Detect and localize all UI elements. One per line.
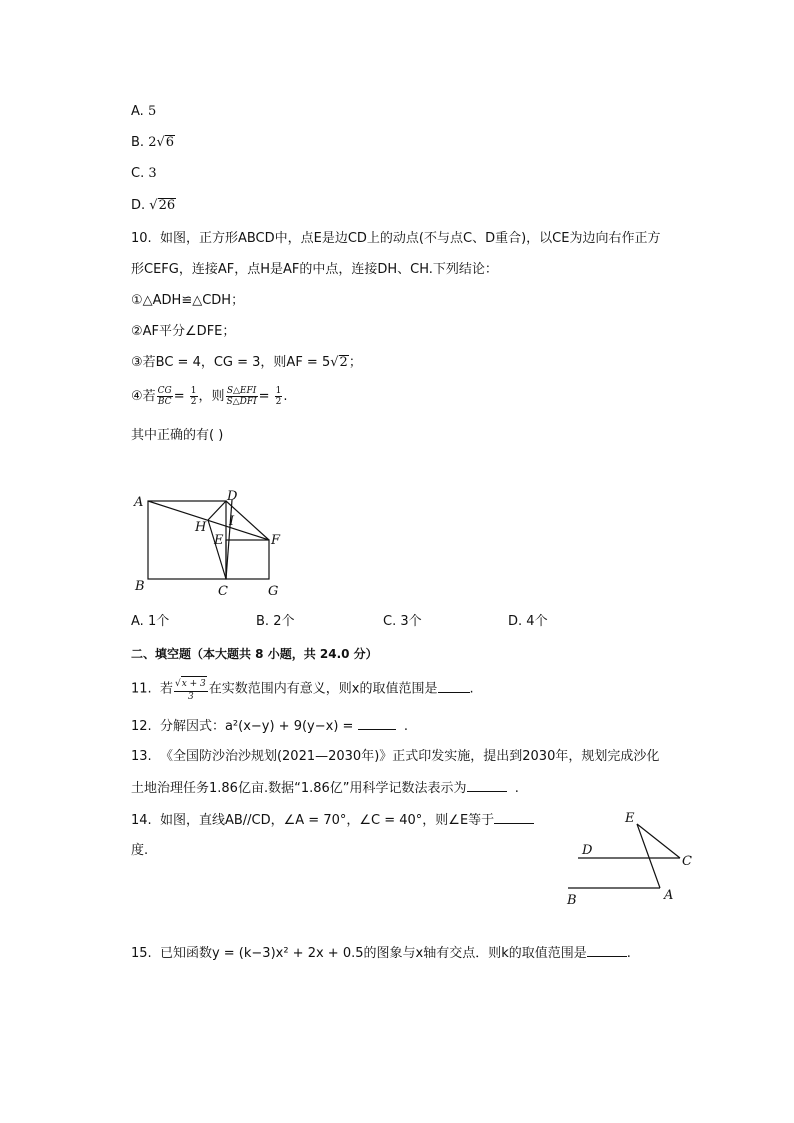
q10-label-C: C <box>218 584 228 599</box>
q12-answer-blank[interactable] <box>358 717 396 730</box>
q10-label-E: E <box>214 533 224 548</box>
q10-conclusion-3: ③若BC = 4，CG = 3，则AF = 5√2； <box>131 355 362 370</box>
q10-option-b: B. 2个 <box>256 614 295 629</box>
q14-line1: 14. 如图，直线AB//CD，∠A = 70°，∠C = 40°，则∠E等于 <box>131 811 534 830</box>
q14-label-A: A <box>664 888 674 903</box>
q14-label-C: C <box>682 854 692 869</box>
q10-conclusion-2: ②AF平分∠DFE； <box>131 324 236 339</box>
q9-option-b: B. 2√6 <box>131 135 175 150</box>
q10-conclusion-1: ①△ADH≌△CDH； <box>131 293 245 308</box>
q9-option-d: D. √26 <box>131 198 176 213</box>
q14-answer-blank[interactable] <box>494 811 534 824</box>
q10-option-c: C. 3个 <box>383 614 422 629</box>
q14-label-D: D <box>582 843 593 858</box>
q12: 12. 分解因式：a²(x−y) + 9(y−x) = . <box>131 719 408 734</box>
q13-answer-blank[interactable] <box>467 779 507 792</box>
q10-label-D: D <box>227 489 238 504</box>
q10-line1: 10. 如图，正方形ABCD中，点E是边CD上的动点(不与点C、D重合)，以CE为边向右作正方 <box>131 231 661 246</box>
q10-label-A: A <box>134 495 144 510</box>
q11-answer-blank[interactable] <box>438 680 470 693</box>
q11: 11. 若 $\frac{√x + 3}{3}$ 在实数范围内有意义，则x的取值范围是 . <box>131 676 474 703</box>
q13-line2: 土地治理任务1.86亿亩.数据“1.86亿”用科学记数法表示为 . <box>131 781 519 796</box>
q10-label-H: H <box>195 520 207 535</box>
q10-option-d: D. 4个 <box>508 614 548 629</box>
q14-line2: 度. <box>131 843 149 858</box>
q9-option-a: A. 5 <box>131 104 157 119</box>
q10-line2: 形CEFG，连接AF，点H是AF的中点，连接DH、CH.下列结论： <box>131 262 498 277</box>
q14-label-B: B <box>567 893 577 908</box>
q14-label-E: E <box>625 811 635 826</box>
q10-label-F: F <box>271 533 281 548</box>
q10-options <box>131 613 691 631</box>
q10-option-a: A. 1个 <box>131 614 170 629</box>
q10-ask: 其中正确的有( ) <box>131 428 224 443</box>
q15-answer-blank[interactable] <box>587 944 627 957</box>
q10-conclusion-4: ④若 $\frac{CG}{BC}$ = $\frac{1}{2}$ ，则 $\frac{\text{S△EFI}}{\text{S△DFI}}$ = $\frac{1}{2}$ . <box>131 386 288 407</box>
q10-label-B: B <box>135 579 145 594</box>
q13-line1: 13. 《全国防沙治沙规划(2021—2030年)》正式印发实施，提出到2030年，规划完成沙化 <box>131 749 660 764</box>
q15: 15. 已知函数y = (k−3)x² + 2x + 0.5的图象与x轴有交点．则k的取值范围是 . <box>131 946 631 961</box>
q10-label-G: G <box>268 584 279 599</box>
q9-option-c: C. 3 <box>131 166 157 181</box>
section-2-title: 二、填空题（本大题共 8 小题，共 24.0 分） <box>131 647 378 661</box>
q10-label-I: I <box>229 514 235 529</box>
